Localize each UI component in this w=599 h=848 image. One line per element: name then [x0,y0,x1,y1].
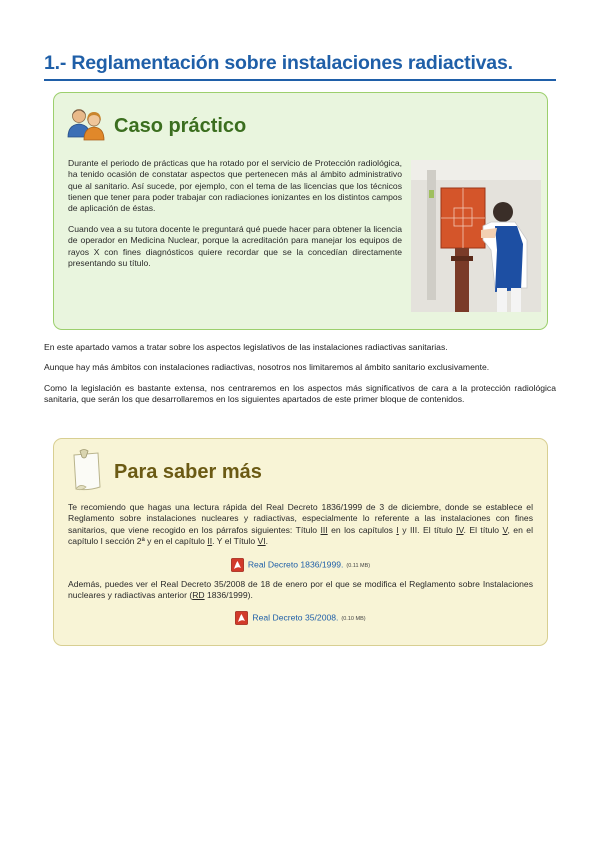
body-paragraph-3: Como la legislación es bastante extensa, nos centraremos en los aspectos más significativos de cara a la protección radiológica sanitaria, que serán los que desarrollaremos en los siguientes apartados de este primer bloque de contenidos. [44,383,556,405]
link-titulo-v[interactable]: V [502,524,508,535]
real-decreto-35-2008-link[interactable]: Real Decreto 35/2008. [252,612,339,623]
saber-paragraph-1 [68,502,533,547]
caso-paragraph-1: Durante el periodo de prácticas que ha rotado por el servicio de Protección radiológica, ha tenido ocasión de constatar aspectos que pertenecen más al ámbito administrativo que al sanitario. Así sucede, por ejemplo, con el tema de las licencias que los técnicos tienen que tener para poder trabajar con radiaciones ionizantes en los distintos campos de aplicación de éstas. [68,158,402,214]
para-saber-mas-box [53,438,548,646]
saber-p1-text-b: en los capítulos [327,524,397,535]
saber-p1-text-c: y III. El título [398,524,457,535]
people-icon [66,107,106,141]
body-paragraph-2: Aunque hay más ámbitos con instalaciones radiactivas, nosotros nos limitaremos al ámbito sanitario exclusivamente. [44,362,490,372]
page-title: 1.- Reglamentación sobre instalaciones radiactivas. [44,52,556,81]
caso-paragraph-2: Cuando vea a su tutora docente le preguntará qué puede hacer para obtener la licencia de operador en Medicina Nuclear, porque la acreditación para manejar los equipos de rayos X con fines diagnósticos quiere recordar que se la concedían directamente presentando su título. [68,224,402,268]
doc-link-row-1 [54,558,547,572]
saber-p1-text-g: . [265,535,269,546]
caso-practico-title: Caso práctico [114,115,247,137]
link-titulo-iii[interactable]: III [320,524,328,535]
link-capitulo-i[interactable]: I [396,524,399,535]
saber-p1-text-f: . Y el Título [212,535,258,546]
doc2-size: (0.10 MB) [341,616,366,623]
doc1-size: (0.11 MB) [346,563,371,570]
real-decreto-1836-link[interactable]: Real Decreto 1836/1999. [247,559,344,570]
saber-paragraph-2 [68,579,533,602]
saber-p1-text-a: Te recomiendo que hagas una lectura rápida del Real Decreto 1836/1999 de 3 de diciembre, donde se establece el Reglamento sobre instalaciones nucleares y radiactivas, especialmente lo referente a las instalaciones con fines sanitarios, que viene recogido en los párrafos siguientes: Título [68,502,533,535]
body-paragraph-1: En este apartado vamos a tratar sobre los aspectos legislativos de las instalaciones radiactivas sanitarias. [44,342,448,352]
link-titulo-iv[interactable]: IV [456,524,464,535]
saber-p1-text-e: , en el capítulo I sección 2ª y en el capítulo [68,524,533,546]
pdf-icon[interactable] [235,611,248,625]
abbr-rd: RD [192,590,205,601]
link-titulo-vi[interactable]: VI [257,535,266,546]
photo-technician-xray [411,160,541,312]
link-capitulo-ii[interactable]: II [207,535,213,546]
saber-p1-text-d: . El título [463,524,503,535]
para-saber-mas-title: Para saber más [114,461,262,483]
note-icon [66,449,106,493]
doc-link-row-2 [54,611,547,625]
pdf-icon[interactable] [231,558,244,572]
saber-p2-text-b: 1836/1999). [204,590,253,601]
caso-practico-box [53,92,548,330]
saber-p2-text-a: Además, puedes ver el Real Decreto 35/2008 de 18 de enero por el que se modifica el Reglamento sobre Instalaciones nucleares y radiactivas anterior ( [68,579,533,601]
